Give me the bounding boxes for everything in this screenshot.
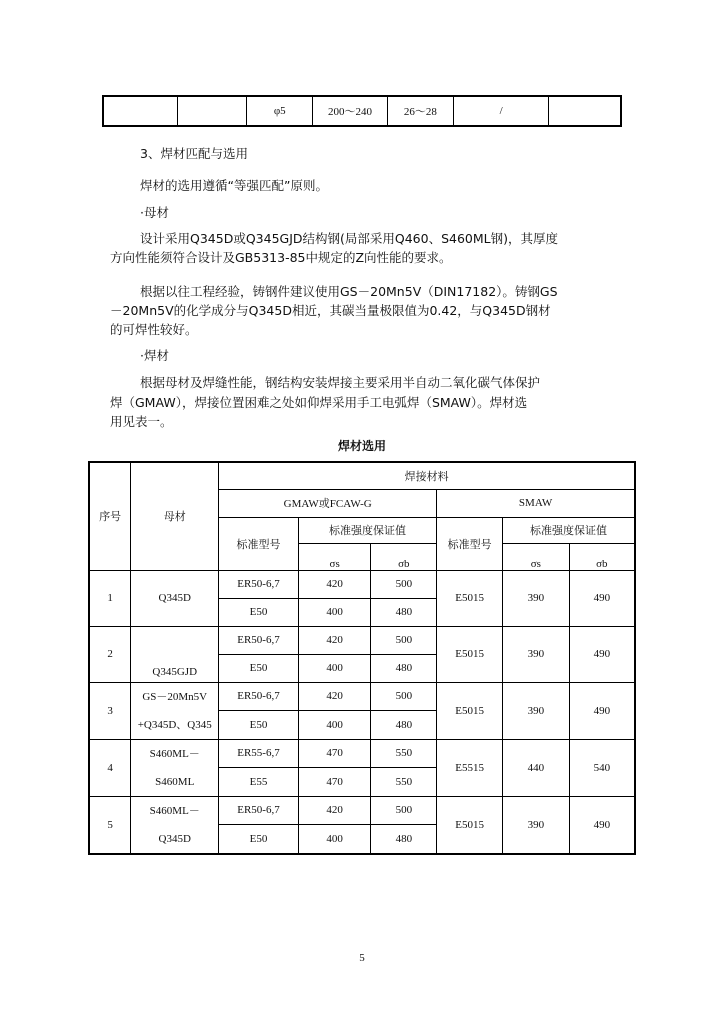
gmaw-sigma-b: 480	[371, 654, 437, 682]
gmaw-model: ER50-6,7	[219, 796, 299, 825]
paragraph: 用见表一。	[110, 414, 173, 429]
gmaw-sigma-s: 400	[298, 654, 371, 682]
gmaw-sigma-s: 400	[298, 598, 371, 626]
smaw-sigma-s: 390	[502, 796, 569, 854]
row-base-line2: S460ML	[155, 775, 195, 788]
gmaw-sigma-s: 470	[298, 739, 371, 768]
gmaw-sigma-s: 420	[298, 796, 371, 825]
row-base	[131, 739, 219, 796]
gmaw-sigma-s: 420	[298, 570, 371, 598]
smaw-model: E5015	[437, 570, 503, 626]
row-base	[131, 796, 219, 854]
table-row	[89, 626, 635, 654]
header-model-smaw: 标准型号	[437, 517, 503, 570]
gmaw-sigma-b: 550	[371, 739, 437, 768]
gmaw-model: E50	[219, 654, 299, 682]
table-row	[89, 739, 635, 768]
smaw-sigma-s: 440	[502, 739, 569, 796]
paragraph: 方向性能须符合设计及GB5313-85中规定的Z向性能的要求。	[110, 250, 452, 265]
row-no: 1	[89, 570, 131, 626]
gmaw-sigma-b: 480	[371, 825, 437, 854]
gmaw-model: E50	[219, 825, 299, 854]
header-gmaw: GMAW或FCAW-G	[219, 489, 437, 517]
top-table-row	[103, 96, 621, 126]
header-sigma-b: σb	[371, 543, 437, 570]
top-cell	[177, 96, 247, 126]
top-cell: φ5	[247, 96, 313, 126]
gmaw-sigma-b: 500	[371, 570, 437, 598]
gmaw-sigma-s: 420	[298, 682, 371, 711]
header-sigma-s: σs	[298, 543, 371, 570]
header-base-material: 母材	[131, 462, 219, 570]
gmaw-sigma-b: 550	[371, 768, 437, 797]
gmaw-sigma-s: 400	[298, 711, 371, 740]
gmaw-sigma-s: 470	[298, 768, 371, 797]
paragraph: 焊材的选用遵循“等强匹配”原则。	[140, 178, 328, 193]
gmaw-sigma-b: 480	[371, 598, 437, 626]
row-no: 2	[89, 626, 131, 682]
row-base-line1: GS－20Mn5V	[142, 690, 208, 703]
header-model: 标准型号	[219, 517, 299, 570]
row-base-line1: S460ML－	[149, 747, 200, 760]
header-strength: 标准强度保证值	[298, 517, 436, 543]
paragraph: 焊（GMAW），焊接位置困难之处如仰焊采用手工电弧焊（SMAW）。焊材选	[110, 395, 528, 410]
smaw-sigma-b: 490	[569, 796, 635, 854]
gmaw-model: ER50-6,7	[219, 626, 299, 654]
gmaw-model: ER50-6,7	[219, 682, 299, 711]
paragraph: －20Mn5V的化学成分与Q345D相近，其碳当量极限值为0.42，与Q345D钢材	[110, 303, 551, 318]
table-row	[89, 682, 635, 711]
gmaw-sigma-b: 500	[371, 682, 437, 711]
header-no: 序号	[89, 462, 131, 570]
paragraph: 设计采用Q345D或Q345GJD结构钢(局部采用Q460、S460ML钢)，其厚度	[140, 231, 559, 246]
row-base	[131, 682, 219, 739]
paragraph: 的可焊性较好。	[110, 322, 198, 337]
top-cell	[549, 96, 621, 126]
gmaw-sigma-s: 420	[298, 626, 371, 654]
smaw-sigma-s: 390	[502, 682, 569, 739]
gmaw-sigma-s: 400	[298, 825, 371, 854]
table-row	[89, 796, 635, 825]
section-heading: 3、焊材匹配与选用	[140, 146, 248, 161]
gmaw-sigma-b: 480	[371, 711, 437, 740]
smaw-sigma-b: 490	[569, 626, 635, 682]
table-title: 焊材选用	[337, 439, 386, 453]
row-base-line2: Q345D	[158, 832, 191, 845]
header-sigma-b-smaw: σb	[569, 543, 635, 570]
header-welding-material: 焊接材料	[219, 462, 635, 489]
row-base-line1: S460ML－	[149, 804, 200, 817]
paragraph: 根据以往工程经验，铸钢件建议使用GS－20Mn5V（DIN17182）。铸钢GS	[140, 284, 558, 299]
filler-material-table	[88, 461, 636, 855]
gmaw-model: E55	[219, 768, 299, 797]
table-row	[89, 570, 635, 598]
row-base-line2: +Q345D、Q345	[137, 718, 212, 731]
page-number: 5	[359, 952, 365, 964]
smaw-sigma-s: 390	[502, 570, 569, 626]
gmaw-model: E50	[219, 598, 299, 626]
header-sigma-s-smaw: σs	[502, 543, 569, 570]
row-no: 5	[89, 796, 131, 854]
gmaw-sigma-b: 500	[371, 796, 437, 825]
gmaw-model: ER55-6,7	[219, 739, 299, 768]
smaw-sigma-b: 490	[569, 682, 635, 739]
top-cell: 200～240	[313, 96, 387, 126]
gmaw-model: ER50-6,7	[219, 570, 299, 598]
row-base: Q345GJD	[131, 626, 219, 682]
header-smaw: SMAW	[437, 489, 635, 517]
top-cell: /	[454, 96, 549, 126]
smaw-sigma-b: 540	[569, 739, 635, 796]
row-no: 3	[89, 682, 131, 739]
smaw-sigma-b: 490	[569, 570, 635, 626]
header-strength-smaw: 标准强度保证值	[502, 517, 635, 543]
row-no: 4	[89, 739, 131, 796]
top-cell	[103, 96, 177, 126]
bullet-filler-material: ·焊材	[140, 348, 169, 363]
smaw-model: E5015	[437, 682, 503, 739]
gmaw-sigma-b: 500	[371, 626, 437, 654]
top-cell: 26～28	[387, 96, 453, 126]
row-base: Q345D	[131, 570, 219, 626]
top-table	[102, 95, 622, 127]
paragraph: 根据母材及焊缝性能，钢结构安装焊接主要采用半自动二氧化碳气体保护	[140, 375, 541, 390]
smaw-model: E5015	[437, 626, 503, 682]
smaw-sigma-s: 390	[502, 626, 569, 682]
bullet-base-material: ·母材	[140, 205, 169, 220]
smaw-model: E5515	[437, 739, 503, 796]
smaw-model: E5015	[437, 796, 503, 854]
gmaw-model: E50	[219, 711, 299, 740]
